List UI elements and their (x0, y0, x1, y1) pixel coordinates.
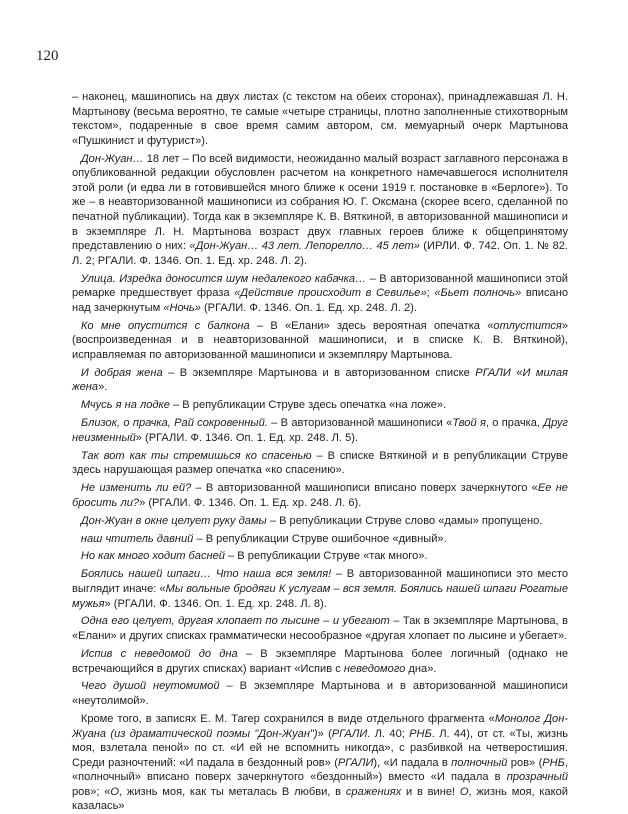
paragraph: Боялись нашей шпаги… Что наша вся земля! – В авторизованной машинописи это место выглядит иначе: «Мы вольные бродяги К услугам – вся земля. Боялись нашей шпаги Рогатые мужья» (РГАЛИ. Ф. 1346. Оп. 1. Ед. хр. 248. Л. 8). (72, 568, 569, 610)
page-number: 120 (36, 48, 59, 64)
paragraph: Дон-Жуан в окне целует руку дамы – В републикации Струве слово «дамы» пропущено. (80, 514, 543, 527)
paragraph: – наконец, машинопись на двух листах (с текстом на обеих сторонах), принадлежавшая Л. Н. Мартынову (весьма вероятно, те самые «четыре страницы, плотно заполненные стихотворным текстом», подаренные в свое время самим автором, см. мемуарный очерк Мартынова «Пушкинист и футурист»). (72, 91, 568, 147)
paragraph: Так вот как ты стремишься ко спасенью – В списке Вяткиной и в републикации Струве здесь нарушающая размер опечатка «ко спасению». (72, 449, 568, 477)
commentary-text (72, 90, 568, 814)
paragraph: Но как много ходит басней – В републикации Струве «так много». (80, 550, 428, 563)
paragraph: Дон-Жуан… 18 лет – По всей видимости, неожиданно малый возраст заглавного персонажа в опубликованной редакции обусловлен расчетом на конкретного намечавшегося исполнителя этой роли (и едва ли в готовившейся много ближе к осени 1919 г. постановке в «Берлоге»). То же – в неавторизованной машинописи из собрания Ю. Г. Оксмана (скорее всего, сделанной по печатной публикации). Тогда как в экземпляре К. В. Вяткиной, в авторизованной машинописи и в экземпляре Л. Н. Мартынова возраст двух главных героев ближе к общепринятому представлению о них: «Дон-Жуан… 43 лет. Лепорелло… 45 лет» (ИРЛИ. Ф. 742. Оп. 1. № 82. Л. 2; РГАЛИ. Ф. 1346. Оп. 1. Ед. хр. 248. Л. 2). (72, 152, 568, 267)
paragraph: Мчусь я на лодке – В републикации Струве здесь опечатка «на ложе». (80, 399, 447, 412)
paragraph: наш чтитель давний – В републикации Струве ошибочное «дивный». (80, 532, 447, 545)
paragraph: Улица. Изредка доносится шум недалекого кабачка… – В авторизованной машинописи этой ремарке предшествует фраза «Действие происходит в Севилье»; «Бьет полночь» вписано над зачеркнутым «Ночь» (РГАЛИ. Ф. 1346. Оп. 1. Ед. хр. 248. Л. 2). (72, 272, 568, 314)
paragraph: Не изменить ли ей? – В авторизованной машинописи вписано поверх зачеркнутого «Ее не бросить ли?» (РГАЛИ. Ф. 1346. Оп. 1. Ед. хр. 248. Л. 6). (72, 482, 568, 509)
paragraph: Чего душой неутомимой – В экземпляре Мартынова и в авторизованной машинописи «неутолимой». (72, 680, 569, 708)
paragraph: Кроме того, в записях Е. М. Тагер сохранился в виде отдельного фрагмента «Монолог Дон-Жуана (из драматической поэмы "Дон-Жуан")» (РГАЛИ. Л. 40; РНБ. Л. 44), от ст. «Ты, жизнь моя, взлетала пеной» по ст. «И ей не вспомнить никогда», с разбивкой на четверостишия. Среди разночтений: «И падала в бездонный ров» (РГАЛИ), «И падала в полночный ров» (РНБ, «полночный» вписано поверх зачеркнутого «бездонный») вместо «И падала в прозрачный ров»; «О, жизнь моя, как ты металась В любви, в сражениях и в вине! О, жизнь моя, какой казалась» (72, 712, 568, 813)
paragraph: Испив с неведомой до дна – В экземпляре Мартынова более логичный (однако не встречающийся в других списках) вариант «Испив с неведомого дна». (72, 647, 569, 675)
paragraph: Ко мне опустится с балкона – В «Елани» здесь вероятная опечатка «отлустится» (воспроизведенная и в неавторизованной машинописи, и в списке К. В. Вяткиной), исправляемая по авторизованной машинописи и экземпляру Мартынова. (72, 319, 568, 361)
paragraph: И добрая жена – В экземпляре Мартынова и в авторизованном списке РГАЛИ «И милая жена». (72, 366, 568, 394)
paragraph: Одна его целует, другая хлопает по лысине – и убегают – Так в экземпляре Мартынова, в «Елани» и других списках грамматически несообразное «другая хлопает по лысине и убегает». (72, 615, 569, 643)
paragraph: Близок, о прачка, Рай сокровенный. – В авторизованной машинописи «Твой я, о прачка, Друг неизменный» (РГАЛИ. Ф. 1346. Оп. 1. Ед. хр. 248. Л. 5). (72, 417, 568, 444)
